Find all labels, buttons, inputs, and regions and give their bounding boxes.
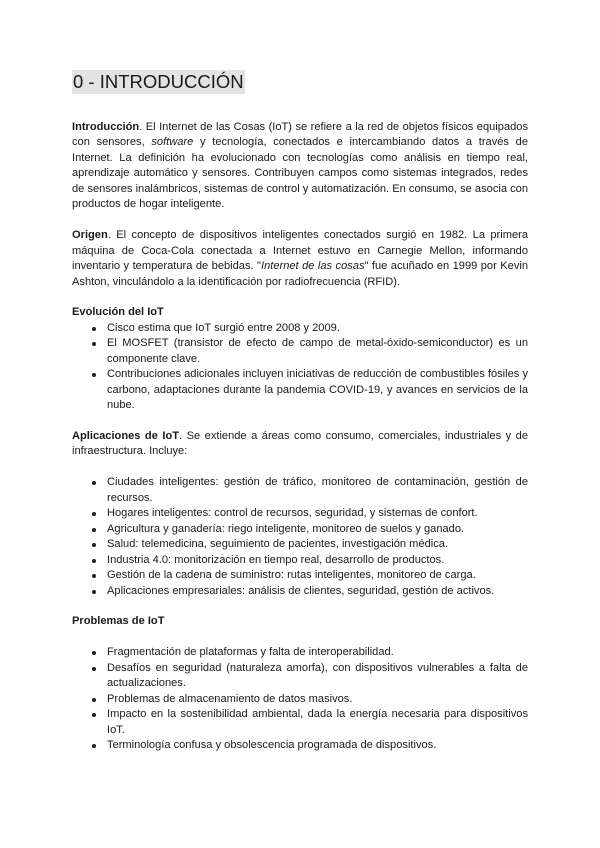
aplicaciones-paragraph xyxy=(72,429,528,460)
intro-label: Introducción xyxy=(72,121,140,133)
aplicaciones-label: Aplicaciones de IoT xyxy=(72,430,180,443)
intro-italic: software xyxy=(151,136,194,149)
aplicaciones-text: . Se extiende a áreas como consumo, comerciales, industriales y de infraestructura. Incluye: xyxy=(72,430,528,458)
evolucion-heading: Evolución del IoT xyxy=(72,306,164,319)
list-item: Impacto en la sostenibilidad ambiental, dada la energía necesaria para dispositivos IoT. xyxy=(72,707,528,738)
list-item: Desafíos en seguridad (naturaleza amorfa), con dispositivos vulnerables a falta de actualizaciones. xyxy=(72,661,528,692)
origen-italic: Internet de las cosas xyxy=(261,260,365,273)
list-item: Industria 4.0: monitorización en tiempo real, desarrollo de productos. xyxy=(72,553,528,568)
list-item: Fragmentación de plataformas y falta de interoperabilidad. xyxy=(72,645,528,660)
list-item: Hogares inteligentes: control de recursos, seguridad, y sistemas de confort. xyxy=(72,506,528,521)
origen-text-b: " fue acuñado en 1999 por Kevin Ashton, vinculándolo a la identificación por radiofrecuencia (RFID). xyxy=(72,260,529,288)
document-page xyxy=(72,70,528,753)
list-item: Salud: telemedicina, seguimiento de pacientes, investigación médica. xyxy=(72,537,528,552)
list-item: Problemas de almacenamiento de datos masivos. xyxy=(72,692,528,707)
list-item: Aplicaciones empresariales: análisis de clientes, seguridad, gestión de activos. xyxy=(72,584,528,599)
origen-text-a: . El concepto de dispositivos inteligentes conectados surgió en 1982. La primera máquina de Coca-Cola conectada a Internet estuvo en Carnegie Mellon, informando inventario y temperatura de bebidas. " xyxy=(72,229,528,273)
problemas-heading: Problemas de IoT xyxy=(72,615,165,628)
evolucion-list xyxy=(72,321,528,414)
list-item: Agricultura y ganadería: riego inteligente, monitoreo de suelos y ganado. xyxy=(72,522,528,537)
intro-paragraph xyxy=(72,120,528,213)
list-item: Ciudades inteligentes: gestión de tráfico, monitoreo de contaminación, gestión de recursos. xyxy=(72,475,528,506)
intro-text-a: . El Internet de las Cosas (IoT) se refiere a la red de objetos físicos equipados con sensores, xyxy=(72,121,528,149)
list-item: Cisco estima que IoT surgió entre 2008 y 2009. xyxy=(72,321,528,336)
list-item: El MOSFET (transistor de efecto de campo de metal-óxido-semiconductor) es un componente clave. xyxy=(72,336,528,367)
intro-text-b: y tecnología, conectados e intercambiando datos a través de Internet. La definición ha evolucionado con tecnologías como análisis en tiempo real, aprendizaje automático y sensores. Contribuyen campos como sistemas integrados, redes de sensores inalámbricos, sistemas de control y automatización. En consumo, se asocia con productos de hogar inteligente. xyxy=(72,136,528,211)
page-title: 0 - INTRODUCCIÓN xyxy=(73,71,244,92)
list-item: Gestión de la cadena de suministro: rutas inteligentes, monitoreo de carga. xyxy=(72,568,528,583)
aplicaciones-list xyxy=(72,475,528,599)
problemas-list xyxy=(72,645,528,753)
list-item: Terminología confusa y obsolescencia programada de dispositivos. xyxy=(72,738,528,753)
list-item: Contribuciones adicionales incluyen iniciativas de reducción de combustibles fósiles y carbono, adaptaciones durante la pandemia COVID-19, y avances en servicios de la nube. xyxy=(72,367,528,413)
origen-paragraph xyxy=(72,228,528,290)
origen-label: Origen xyxy=(72,229,108,242)
